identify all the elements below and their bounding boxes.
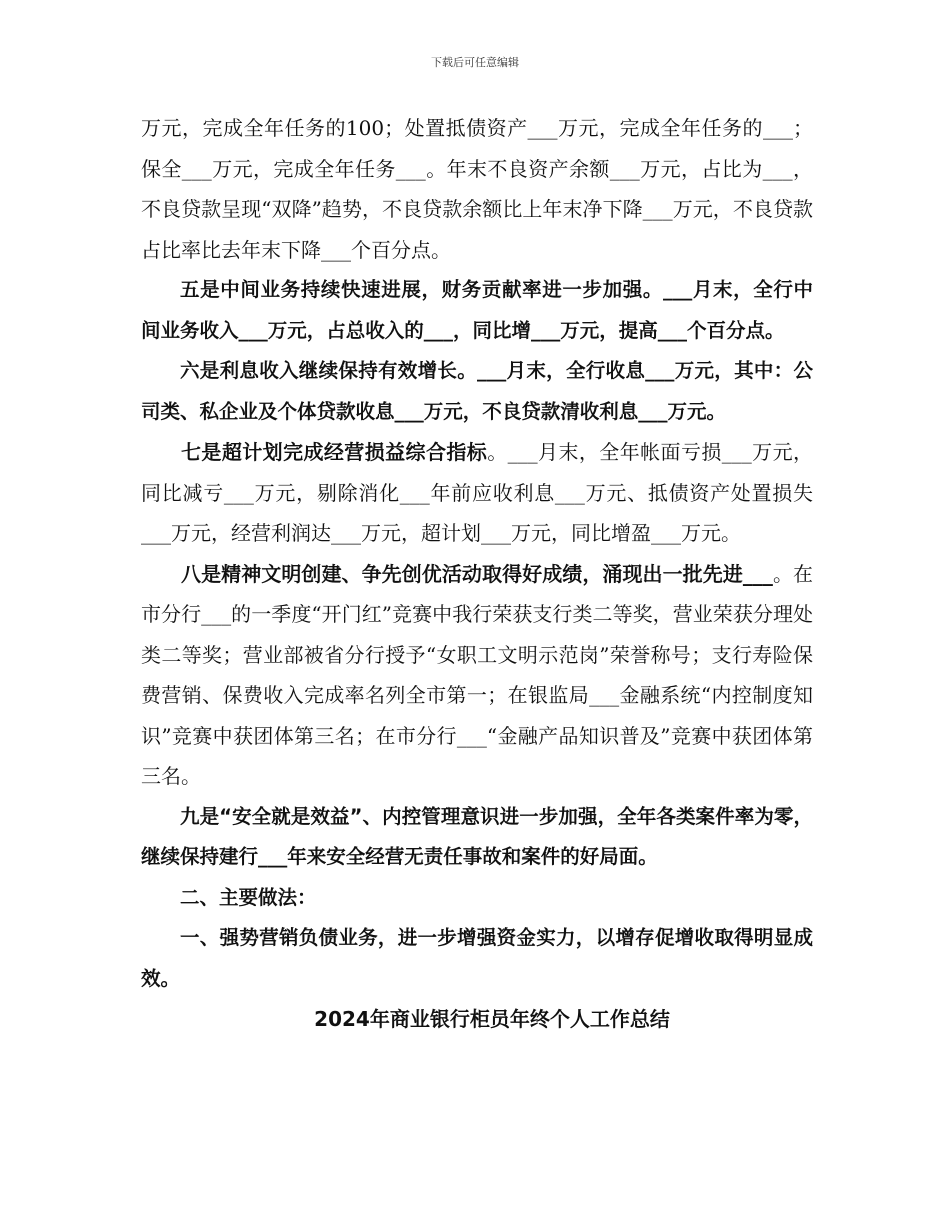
paragraph-profit-loss-rest: 。___月末，全年帐面亏损___万元，同比减亏___万元，剔除消化___年前应收利息___万元、抵债资产处置损失___万元，经营利润达___万元，超计划___万元，同比增盈___万元。 — [141, 440, 814, 545]
paragraph-liability-marketing: 一、强势营销负债业务，进一步增强资金实力，以增存促增收取得明显成效。 — [141, 926, 813, 990]
page-header: 下载后可任意编辑 — [431, 56, 519, 69]
paragraph-civilization — [141, 554, 813, 797]
section-heading-main-practices: 二、主要做法： — [180, 885, 317, 909]
paragraph-civilization-rest: 。在市分行___的一季度“开门红”竞赛中我行荣获支行类二等奖，营业荣获分理处类二等奖；营业部被省分行授予“女职工文明示范岗”荣誉称号；支行寿险保费营销、保费收入完成率名列全市第一；在银监局___金融系统“内控制度知识”竞赛中获团体第三名；在市分行___“金融产品知识普及”竞赛中获团体第三名。 — [141, 561, 814, 788]
paragraph-safety: 九是“安全就是效益”、内控管理意识进一步加强，全年各类案件率为零，继续保持建行___年来安全经营无责任事故和案件的好局面。 — [141, 804, 813, 868]
paragraph-profit-loss — [141, 432, 813, 554]
paragraph-intermediate-business: 五是中间业务持续快速进展，财务贡献率进一步加强。___月末，全行中间业务收入___万元，占总收入的___，同比增___万元，提高___个百分点。 — [141, 278, 813, 342]
document-title: 2024年商业银行柜员年终个人工作总结 — [314, 1007, 670, 1031]
paragraph-profit-loss-lead: 七是超计划完成经营损益综合指标 — [181, 440, 488, 464]
paragraph-npl-disposal: 万元，完成全年任务的100；处置抵债资产___万元，完成全年任务的___；保全___万元，完成全年任务___。年末不良资产余额___万元，占比为___，不良贷款呈现“双降”趋势，不良贷款余额比上年末净下降___万元，不良贷款占比率比去年末下降___个百分点。 — [141, 116, 813, 262]
document-body — [141, 108, 813, 1040]
paragraph-civilization-lead: 八是精神文明创建、争先创优活动取得好成绩，涌现出一批先进___ — [181, 561, 773, 586]
paragraph-interest-income: 六是利息收入继续保持有效增长。___月末，全行收息___万元，其中：公司类、私企业及个体贷款收息___万元，不良贷款清收利息___万元。 — [141, 359, 813, 423]
